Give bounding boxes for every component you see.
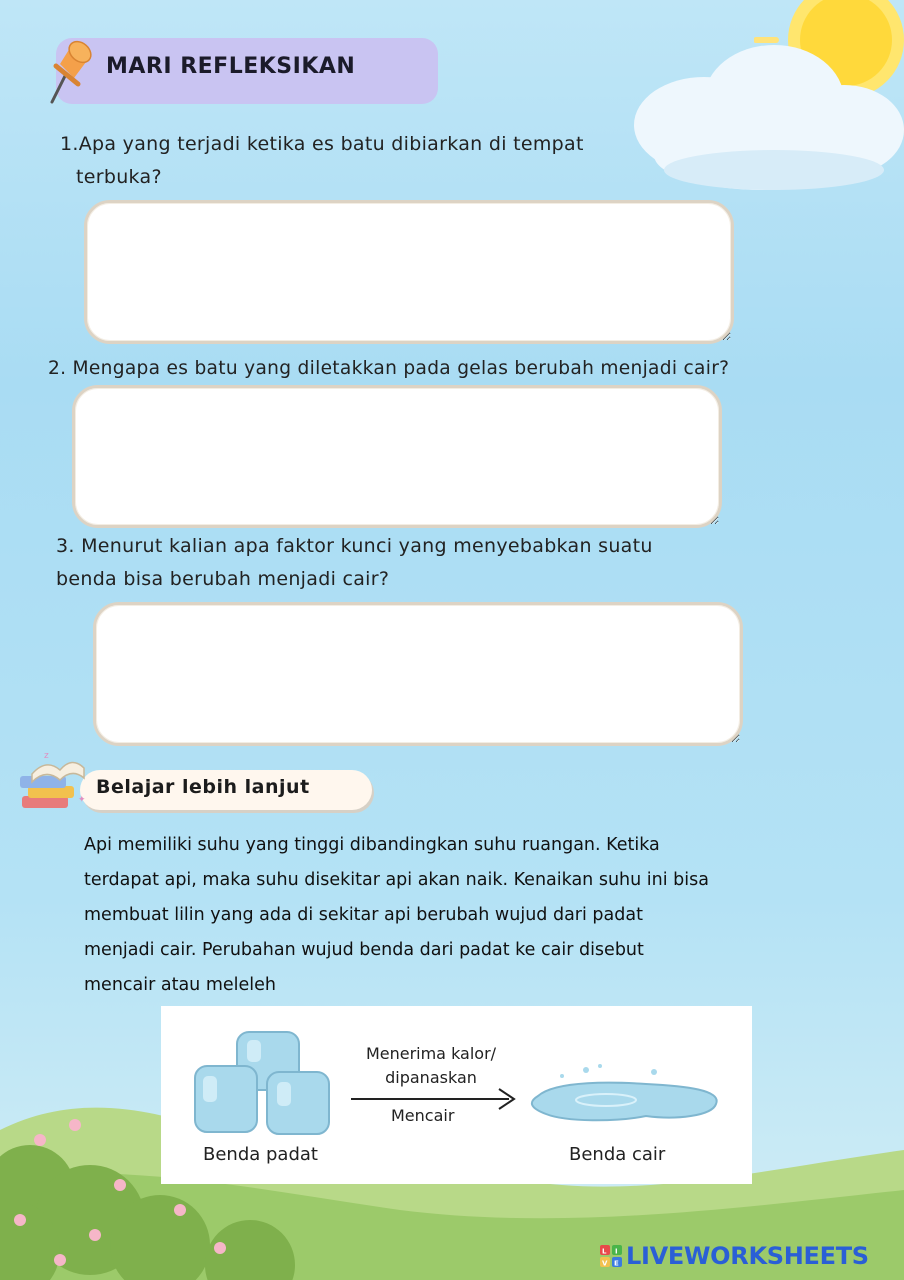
question-1-line-2: terbuka? [76,166,162,188]
question-3-line-2: benda bisa berubah menjadi cair? [56,568,390,590]
svg-text:z: z [44,751,49,761]
process-label-line-2: dipanaskan [385,1068,477,1087]
page-title: MARI REFLEKSIKAN [106,54,356,79]
process-label-line-1: Menerima kalor/ [365,1044,497,1063]
paragraph-line: mencair atau meleleh [84,975,276,995]
diagram-process-label [351,1042,511,1090]
paragraph-line: terdapat api, maka suhu disekitar api akan naik. Kenaikan suhu ini bisa [84,870,709,890]
diagram-melting-label: Mencair [391,1106,455,1125]
liveworksheets-logo-icon [600,1245,622,1267]
question-3 [56,530,776,596]
melting-diagram [161,1006,752,1184]
svg-text:V: V [602,1259,608,1267]
svg-text:E: E [614,1259,619,1267]
question-3-line-1: 3. Menurut kalian apa faktor kunci yang menyebabkan suatu [56,535,653,557]
svg-text:✦: ✦ [78,795,86,805]
paragraph-line: menjadi cair. Perubahan wujud benda dari padat ke cair disebut [84,940,644,960]
solid-label: Benda padat [203,1144,318,1165]
section-title: Belajar lebih lanjut [96,776,310,798]
svg-text:I: I [615,1247,618,1256]
question-1 [60,128,670,194]
paragraph-line: Api memiliki suhu yang tinggi dibandingkan suhu ruangan. Ketika [84,835,660,855]
section-paragraph [84,828,814,1003]
question-1-line-1: 1.Apa yang terjadi ketika es batu dibiarkan di tempat [60,133,584,155]
liveworksheets-brand[interactable] [600,1242,869,1270]
pushpin-icon [38,34,98,106]
answer-1-field[interactable] [84,200,734,344]
ice-cubes-icon [189,1024,339,1144]
svg-text:L: L [602,1247,607,1256]
liquid-label: Benda cair [569,1144,666,1165]
answer-3-field[interactable] [93,602,743,746]
puddle-icon [526,1060,726,1140]
brand-name: LIVEWORKSHEETS [626,1242,869,1270]
answer-2-field[interactable] [72,385,722,528]
books-icon [14,748,94,820]
paragraph-line: membuat lilin yang ada di sekitar api berubah wujud dari padat [84,905,643,925]
question-2: 2. Mengapa es batu yang diletakkan pada gelas berubah menjadi cair? [48,358,730,379]
